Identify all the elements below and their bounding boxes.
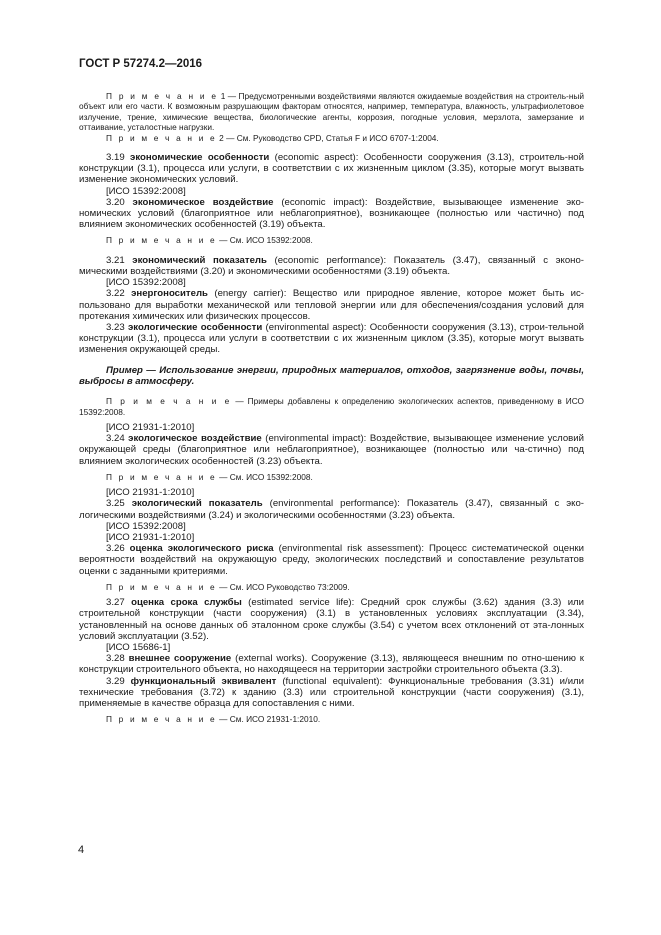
note [79, 582, 584, 592]
note-2 [79, 133, 584, 143]
term-3-28 [79, 653, 584, 675]
term-definition: (environmental risk assessment): Процесс систематической оценки вероятности воздействий на окружающую среду, экологических последствий и сопоставление результатов оценки с заданными критериями. [79, 543, 584, 577]
term-number: 3.25 [106, 498, 132, 510]
term-title: экологический показатель [131, 498, 263, 510]
note-text: — См. ИСО 15392:2008. [216, 471, 313, 482]
term-definition: (environmental performance): Показатель (3.47), связанный с эко-логическими воздействиями (3.24) и экологическими особенностями (3.23) объекта. [79, 498, 584, 521]
term-3-20 [79, 197, 584, 231]
note-label: П р и м е ч а н и е [106, 132, 217, 143]
term-definition: (functional equivalent): Функциональные требования (3.31) и/или технические требования (3.72) к зданию (3.3) или строительной конструкции (части сооружения) (3.1), применяемые в качестве образца для сопоставления с ними. [79, 675, 585, 709]
note-number: 1 [220, 91, 226, 101]
example: Пример — Использование энергии, природных материалов, отходов, загрязнение воды, почвы, выбросы в атмосферу. [79, 364, 584, 387]
note-label: П р и м е ч а н и е [106, 471, 217, 482]
term-3-21 [79, 255, 584, 277]
term-definition: (environmental aspect): Особенности сооружения (3.13), строи-тельной конструкции (3.1), процесса или услуги в соответствии с их жизненным циклом (3.35), которые могут вызвать изменения окружающей среды. [79, 322, 584, 356]
term-title: оценка срока службы [131, 597, 242, 609]
term-title: оценка экологического риска [129, 543, 274, 555]
term-3-27 [79, 597, 584, 642]
term-3-23 [79, 322, 584, 356]
note-number: 2 [219, 132, 224, 143]
note-label: П р и м е ч а н и е [106, 235, 217, 246]
term-number: 3.28 [106, 653, 129, 665]
term-number: 3.27 [106, 597, 132, 609]
term-number: 3.20 [106, 196, 133, 208]
term-title: экологические особенности [128, 322, 263, 334]
term-number: 3.19 [106, 152, 131, 164]
note [79, 714, 584, 724]
document-header: ГОСТ Р 57274.2—2016 [79, 58, 203, 70]
term-3-25 [79, 498, 584, 520]
term-title: экономический показатель [132, 254, 267, 266]
term-definition: (economic performance): Показатель (3.47), связанный с эконо-мическими воздействиями (3.20) и экономическими особенностями (3.19) объекта. [79, 254, 584, 278]
term-3-19 [79, 152, 584, 186]
note [79, 472, 584, 482]
note-1 [79, 91, 584, 133]
term-definition: (energy carrier): Вещество или природное явление, которое может быть ис-пользовано для выработки механической или тепловой энергии или для обеспечения/создания условий для протекания химических или физических процессов. [79, 288, 585, 322]
term-number: 3.29 [106, 675, 131, 687]
note-text: — См. ИСО 15392:2008. [216, 235, 313, 246]
term-title: экологическое воздействие [128, 433, 262, 445]
term-definition: (environmental impact): Воздействие, вызывающее изменение условий окружающей среды (благоприятное или неблагоприятное), возникающее (полностью или ча-стично) под влиянием экологических особенностей (3.23) объекта. [79, 433, 584, 467]
term-3-24 [79, 433, 584, 467]
term-number: 3.21 [106, 254, 133, 266]
term-3-29 [79, 676, 584, 710]
term-number: 3.23 [106, 322, 128, 334]
term-reference: [ИСО 21931-1:2010] [106, 531, 195, 543]
note-text: — См. ИСО 21931-1:2010. [216, 714, 321, 725]
note-label: П р и м е ч а н и е [106, 91, 219, 101]
term-reference: [ИСО 15392:2008] [106, 185, 186, 197]
term-reference: [ИСО 15392:2008] [106, 520, 186, 532]
note-text: — Примеры добавлены к определению экологических аспектов, приведенному в ИСО 15392:2008. [79, 396, 584, 417]
term-3-26 [79, 543, 584, 577]
term-definition: (estimated service life): Средний срок службы (3.62) здания (3.3) или строительной конструкции (части сооружения) (3.1) в установленных условиях эксплуатации (3.34), установленный на основе данных об эталонном сроке службы (3.54) с учетом всех отклонений от эта-лонных условий эксплуатации (3.52). [79, 597, 585, 642]
document-body [79, 91, 584, 725]
term-reference: [ИСО 15686-1] [106, 641, 171, 653]
term-definition: (external works). Сооружение (3.13), являющееся внешним по отно-шению к конструкции строительного объекта, но находящееся на территории застройки строительного объекта (3.3). [79, 653, 584, 676]
term-3-22 [79, 288, 584, 322]
note [79, 396, 584, 417]
term-number: 3.26 [106, 543, 130, 555]
term-number: 3.22 [106, 288, 132, 300]
term-reference: [ИСО 21931-1:2010] [106, 421, 195, 433]
term-title: функциональный эквивалент [130, 675, 277, 687]
note [79, 235, 584, 245]
page-number: 4 [78, 844, 85, 856]
note-label: П р и м е ч а н и е [106, 396, 232, 407]
term-title: экономическое воздействие [132, 196, 274, 208]
term-title: внешнее сооружение [128, 653, 232, 665]
note-label: П р и м е ч а н и е [106, 581, 217, 592]
note-text: — Предусмотренными воздействиями являются ожидаемые воздействия на строитель-ный объект или его части. К возможным разрушающим факторам относятся, например, температура, влажность, ультрафиолетовое излучение, трение, химические вещества, биологические агенты, коррозия, погодные условия, мерзлота, замерзание и оттаивание, усталостные нагрузки. [79, 91, 584, 133]
term-title: энергоноситель [131, 288, 208, 300]
note-text: — См. ИСО Руководство 73:2009. [216, 581, 350, 592]
term-reference: [ИСО 21931-1:2010] [106, 487, 195, 499]
term-reference: [ИСО 15392:2008] [106, 277, 186, 289]
term-title: экономические особенности [130, 152, 270, 164]
term-number: 3.24 [106, 433, 129, 445]
term-definition: (economic impact): Воздействие, вызывающее изменение эко-номических условий (благоприятное или неблагоприятное), возникающее (полностью или частично) под влиянием экономических особенностей (3.19) объекта. [79, 196, 584, 231]
term-definition: (economic aspect): Особенности сооружения (3.13), строитель-ной конструкции (3.1), процесса или услуги, в соответствии с их жизненным циклом (3.35), которые могут вызвать изменение экономических условий. [79, 152, 584, 186]
note-text: — См. Руководство CPD, Статья F и ИСО 6707-1:2004. [223, 132, 439, 143]
note-label: П р и м е ч а н и е [106, 714, 217, 725]
